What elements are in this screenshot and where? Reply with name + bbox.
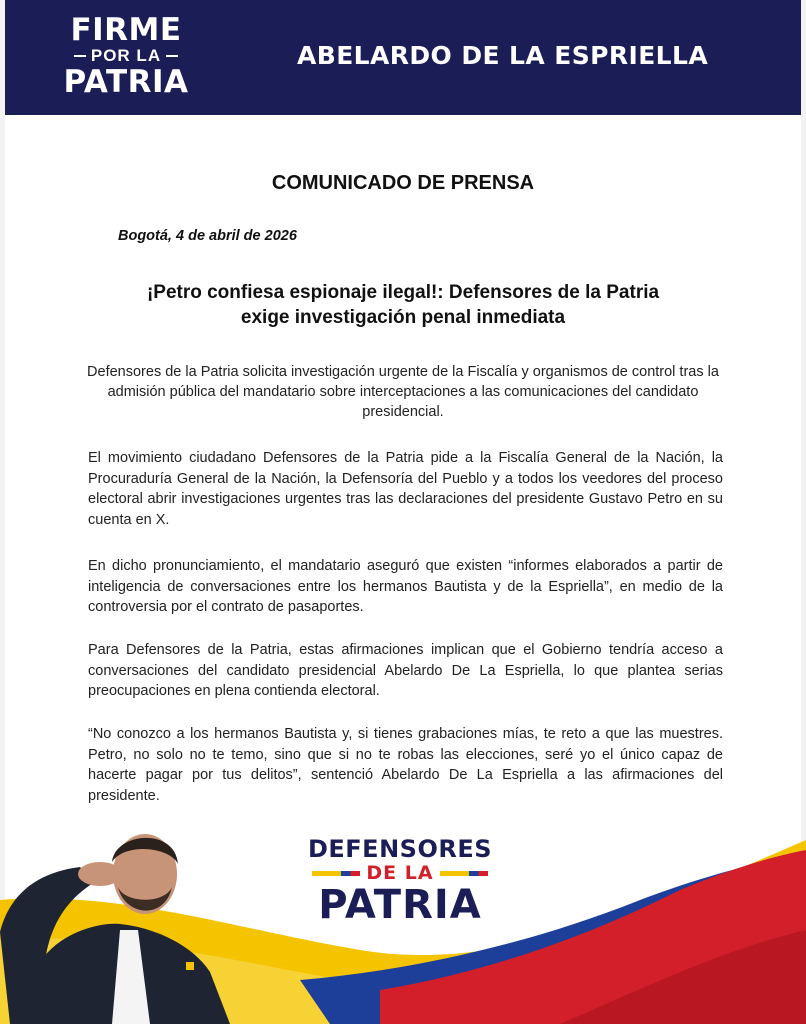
- logo-dash-right: [166, 55, 178, 57]
- headline-line-1: ¡Petro confiesa espionaje ilegal!: Defensores de la Patria: [146, 282, 660, 303]
- logo-por-la-text: POR LA: [90, 46, 162, 65]
- flag-stripe-left: [312, 871, 360, 876]
- document-title: COMUNICADO DE PRENSA: [271, 172, 535, 194]
- logo-dash-left: [74, 55, 86, 57]
- firme-por-la-patria-logo: [53, 14, 199, 100]
- footer-logo-line-de-la: DE LA: [366, 862, 434, 884]
- defensores-de-la-patria-logo: [300, 836, 500, 928]
- logo-line-firme: FIRME: [70, 12, 182, 48]
- candidate-saluting-photo: [0, 812, 235, 1024]
- body-paragraph: “No conozco a los hermanos Bautista y, si tienes grabaciones mías, te reto a que las muestres. Petro, no solo no te temo, sino que si no te robas las elecciones, seré yo el único capaz de hacerte pagar por tus delitos”, sentenció Abelardo De La Espriella a las afirmaciones del presidente.: [88, 726, 723, 804]
- candidate-name: ABELARDO DE LA ESPRIELLA: [297, 41, 709, 70]
- logo-line-patria: PATRIA: [63, 64, 189, 100]
- lead-paragraph: Defensores de la Patria solicita investigación urgente de la Fiscalía y organismos de control tras la admisión pública del mandatario sobre interceptaciones a las comunicaciones del candidato presidencial.: [87, 364, 719, 420]
- footer-logo-middle-row: [300, 862, 500, 884]
- flag-stripe-right: [440, 871, 488, 876]
- logo-line-por-la: [53, 46, 199, 66]
- headline-line-2: exige investigación penal inmediata: [240, 307, 566, 328]
- body-paragraph: El movimiento ciudadano Defensores de la Patria pide a la Fiscalía General de la Nación, la Procuraduría General de la Nación, la Defensoría del Pueblo y a todos los veedores del proceso electoral abrir investigaciones urgentes tras las declaraciones del presidente Gustavo Petro en su cuenta en X.: [88, 450, 723, 528]
- footer-logo-line-patria: PATRIA: [318, 882, 482, 928]
- header-banner: [5, 0, 801, 115]
- body-paragraph: Para Defensores de la Patria, estas afirmaciones implican que el Gobierno tendría acceso a conversaciones del candidato presidencial Abelardo De La Espriella, lo que plantea serias preocupaciones en plena contienda electoral.: [88, 642, 723, 699]
- footer-logo-line-defensores: DEFENSORES: [307, 835, 493, 863]
- dateline: Bogotá, 4 de abril de 2026: [118, 228, 297, 244]
- lapel-pin: [186, 962, 194, 970]
- headline: [90, 280, 716, 330]
- body-paragraph: En dicho pronunciamiento, el mandatario aseguró que existen “informes elaborados a partir de inteligencia de conversaciones entre los hermanos Bautista y de la Espriella”, en medio de la controversia por el contrato de pasaportes.: [88, 558, 723, 615]
